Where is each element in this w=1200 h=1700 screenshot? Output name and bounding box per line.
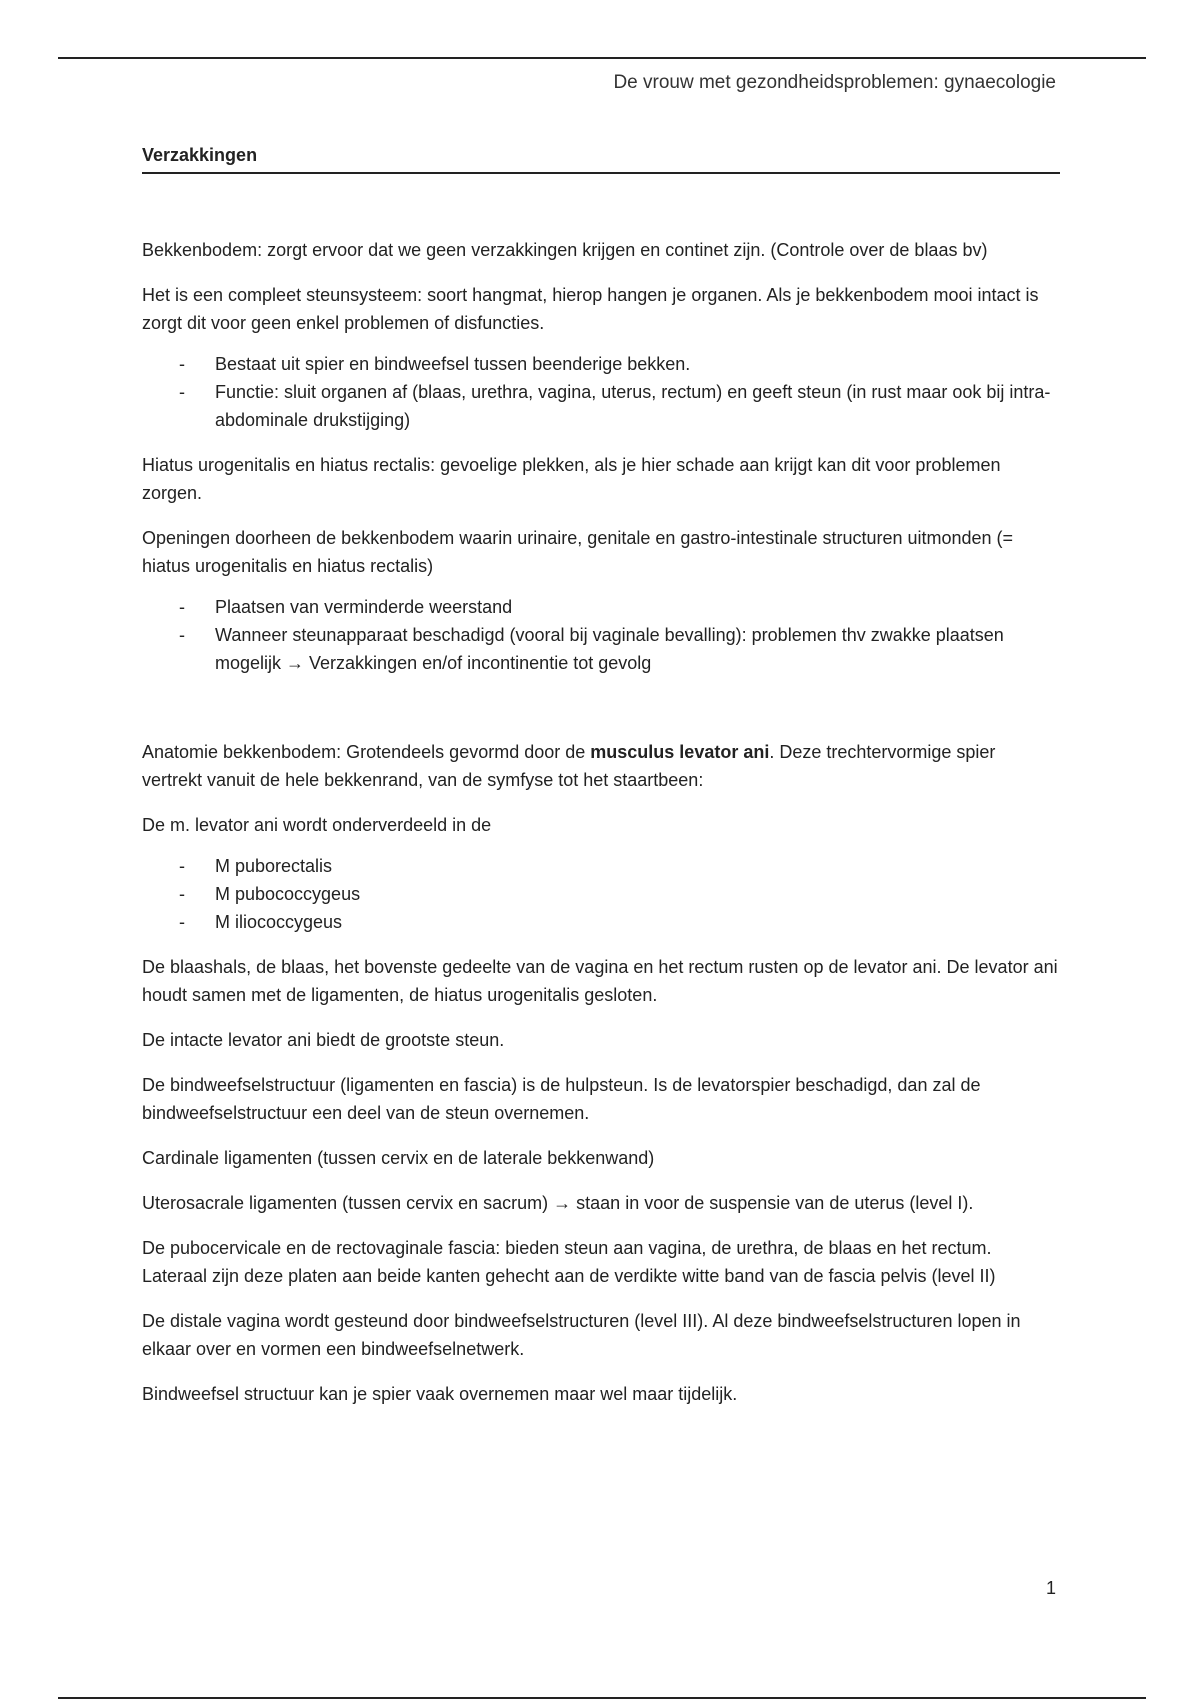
page-number: 1 <box>1045 1578 1056 1598</box>
running-header: De vrouw met gezondheidsproblemen: gynaecologie <box>613 72 1056 93</box>
list-item: - M iliococcygeus <box>142 908 1060 936</box>
paragraph <box>142 738 1060 794</box>
paragraph: Bindweefsel structuur kan je spier vaak overnemen maar wel maar tijdelijk. <box>142 1384 738 1404</box>
list-item: - M pubococcygeus <box>142 880 1060 908</box>
spacer <box>142 694 1060 738</box>
list-item: - Functie: sluit organen af (blaas, urethra, vagina, uterus, rectum) en geeft steun (in rust maar ook bij intra-abdominale drukstijging) <box>142 378 1060 434</box>
paragraph: De pubocervicale en de rectovaginale fascia: bieden steun aan vagina, de urethra, de blaas en het rectum. Lateraal zijn deze platen aan beide kanten gehecht aan de verdikte witte band van de fascia pelvis (level II) <box>142 1238 996 1286</box>
list-item: - M puborectalis <box>142 852 1060 880</box>
bullet-list <box>142 593 1060 677</box>
paragraph: Uterosacrale ligamenten (tussen cervix en sacrum) → staan in voor de suspensie van de uterus (level I). <box>142 1193 974 1213</box>
paragraph: De m. levator ani wordt onderverdeeld in de <box>142 815 492 835</box>
bullet-list <box>142 852 1060 936</box>
paragraph: Hiatus urogenitalis en hiatus rectalis: gevoelige plekken, als je hier schade aan krijgt kan dit voor problemen zorgen. <box>142 455 1001 503</box>
header-rule <box>58 57 1146 59</box>
paragraph: Bekkenbodem: zorgt ervoor dat we geen verzakkingen krijgen en continet zijn. (Controle over de blaas bv) <box>142 240 988 260</box>
paragraph: De bindweefselstructuur (ligamenten en fascia) is de hulpsteun. Is de levatorspier beschadigd, dan zal de bindweefselstructuur een deel van de steun overnemen. <box>142 1075 981 1123</box>
text-span: . Deze trechtervormige spier vertrekt vanuit de hele bekkenrand, van de symfyse tot het staartbeen: <box>142 742 996 790</box>
text-span: Anatomie bekkenbodem: Grotendeels gevormd door de <box>142 742 591 762</box>
footer-rule <box>58 1697 1146 1699</box>
paragraph: Openingen doorheen de bekkenbodem waarin urinaire, genitale en gastro-intestinale structuren uitmonden (= hiatus urogenitalis en hiatus rectalis) <box>142 528 1014 576</box>
paragraph: De blaashals, de blaas, het bovenste gedeelte van de vagina en het rectum rusten op de levator ani. De levator ani houdt samen met de ligamenten, de hiatus urogenitalis gesloten. <box>142 957 1058 1005</box>
paragraph: De intacte levator ani biedt de grootste steun. <box>142 1030 505 1050</box>
list-item: - Bestaat uit spier en bindweefsel tussen beenderige bekken. <box>142 350 1060 378</box>
list-item: - Plaatsen van verminderde weerstand <box>142 593 1060 621</box>
document-body <box>142 236 1060 1425</box>
bold-term: musculus levator ani <box>590 742 770 762</box>
paragraph: Cardinale ligamenten (tussen cervix en de laterale bekkenwand) <box>142 1148 655 1168</box>
paragraph: Het is een compleet steunsysteem: soort hangmat, hierop hangen je organen. Als je bekkenbodem mooi intact is zorgt dit voor geen enkel problemen of disfuncties. <box>142 285 1039 333</box>
list-item: - Wanneer steunapparaat beschadigd (vooral bij vaginale bevalling): problemen thv zwakke plaatsen mogelijk → Verzakkingen en/of incontinentie tot gevolg <box>142 621 1060 677</box>
section-heading: Verzakkingen <box>142 145 1060 174</box>
bullet-list <box>142 350 1060 434</box>
paragraph: De distale vagina wordt gesteund door bindweefselstructuren (level III). Al deze bindweefselstructuren lopen in elkaar over en vormen een bindweefselnetwerk. <box>142 1311 1021 1359</box>
